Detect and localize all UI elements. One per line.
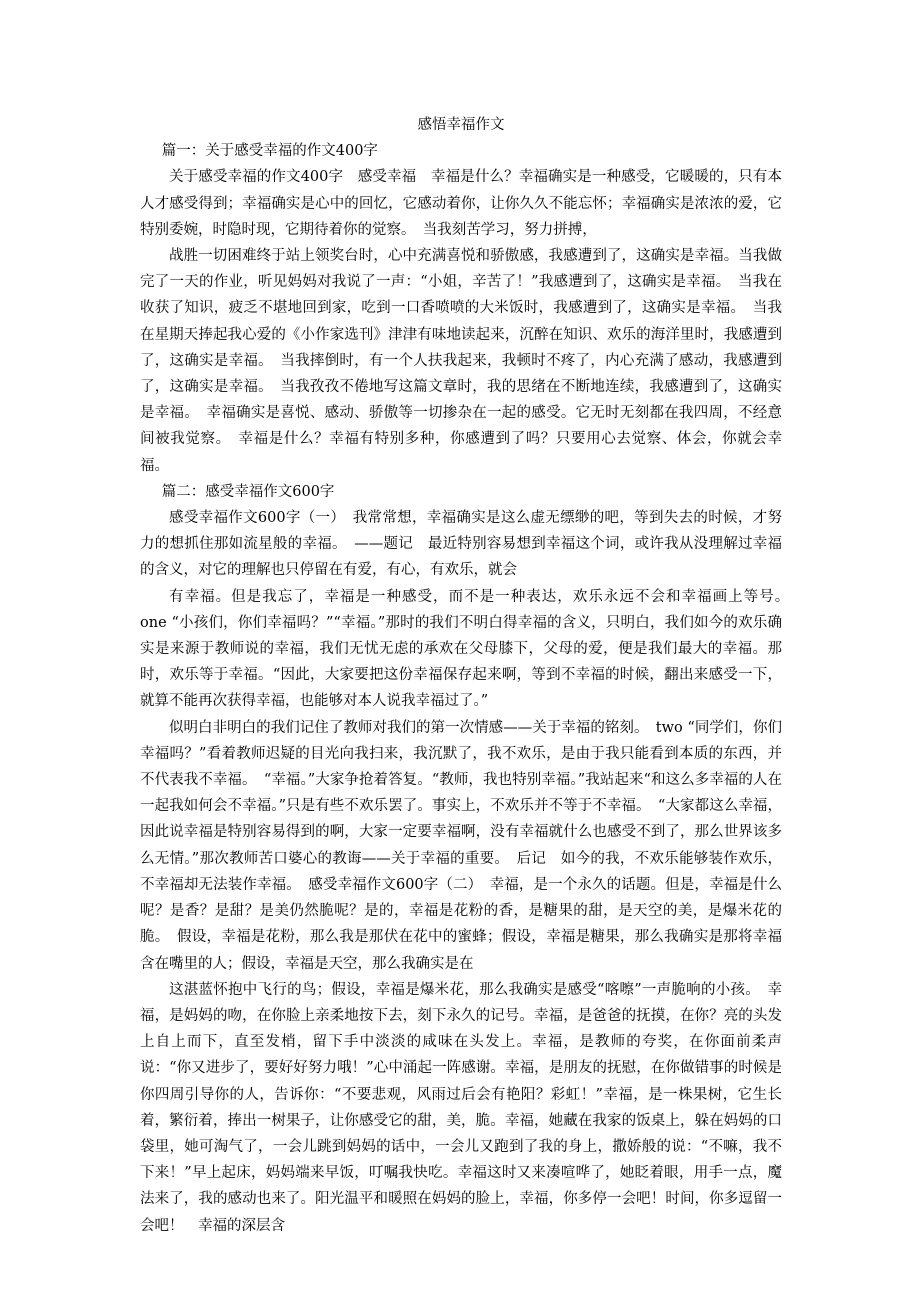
- paragraph: 关于感受幸福的作文400字 感受幸福 幸福是什么？幸福确实是一种感受，它暖暖的，只有本人才感受得到；幸福确实是心中的回忆，它感动着你，让你久久不能忘怀；幸福确实是浓浓的爱，它特别委婉，时隐时现，它期待着你的觉察。 当我刻苦学习，努力拼搏，: [140, 169, 782, 238]
- paragraph: 感受幸福作文600字（一） 我常常想，幸福确实是这么虚无缥缈的吧，等到失去的时候，才努力的想抓住那如流星般的幸福。 ——题记 最近特别容易想到幸福这个词，或许我从没理解过幸福的含义，对它的理解也只停留在有爱，有心，有欢乐，就会: [140, 510, 782, 579]
- paragraph: 战胜一切困难终于站上领奖台时，心中充满喜悦和骄傲感，我感遭到了，这确实是幸福。当我做完了一天的作业，听见妈妈对我说了一声：“小姐，辛苦了！”我感遭到了，这确实是幸福。 当我在收获了知识，疲乏不堪地回到家，吃到一口香喷喷的大米饭时，我感遭到了，这确实是幸福。 当我在星期天捧起我心爱的《小作家选刊》津津有味地读起来，沉醉在知识、欢乐的海洋里时，我感遭到了，这确实是幸福。 当我摔倒时，有一个人扶我起来，我顿时不疼了，内心充满了感动，我感遭到了，这确实是幸福。 当我孜孜不倦地写这篇文章时，我的思绪在不断地连续，我感遭到了，这确实是幸福。 幸福确实是喜悦、感动、骄傲等一切掺杂在一起的感受。它无时无刻都在我四周，不经意间被我觉察。 幸福是什么？幸福有特别多种，你感遭到了吗？只要用心去觉察、体会，你就会幸福。: [140, 248, 782, 474]
- paragraph: 似明白非明白的我们记住了教师对我们的第一次情感——关于幸福的铭刻。 two “同学们，你们幸福吗？”看着教师迟疑的目光向我扫来，我沉默了，我不欢乐，是由于我只能看到本质的东西，并不代表我不幸福。 “幸福。”大家争抢着答复。“教师，我也特别幸福。”我站起来“和这么多幸福的人在一起我如何会不幸福。”只是有些不欢乐罢了。事实上，不欢乐并不等于不幸福。 “大家都这么幸福，因此说幸福是特别容易得到的啊，大家一定要幸福啊，没有幸福就什么也感受不到了，那么世界该多么无情。”那次教师苦口婆心的教诲——关于幸福的重要。 后记 如今的我，不欢乐能够装作欢乐，不幸福却无法装作幸福。 感受幸福作文600字（二） 幸福，是一个永久的话题。但是，幸福是什么呢？是香？是甜？是美仍然脆呢？是的，幸福是花粉的香，是糖果的甜，是天空的美，是爆米花的脆。 假设，幸福是花粉，那么我是那伏在花中的蜜蜂；假设，幸福是糖果，那么我确实是那将幸福含在嘴里的人；假设，幸福是天空，那么我确实是在: [140, 719, 782, 972]
- document-page: [140, 112, 797, 1239]
- paragraph: 这湛蓝怀抱中飞行的鸟；假设，幸福是爆米花，那么我确实是感受“喀嚓”一声脆响的小孩。 幸福，是妈妈的吻，在你脸上亲柔地按下去，刻下永久的记号。幸福，是爸爸的抚摸，在你？亮的头发上自上而下，直至发梢，留下手中淡淡的咸味在头发上。幸福，是教师的夸奖，在你面前柔声说：“你又进步了，要好好努力哦！”心中涌起一阵感谢。幸福，是朋友的抚慰，在你做错事的时候是你四周引导你的人，告诉你：“不要悲观，风雨过后会有艳阳？彩虹！”幸福，是一株果树，它生长着，繁衍着，捧出一树果子，让你感受它的甜，美，脆。幸福，她藏在我家的饭桌上，躲在妈妈的口袋里，她可淘气了，一会儿跳到妈妈的话中，一会儿又跑到了我的身上，撒娇般的说：“不嘛，我不下来！”早上起床，妈妈端来早饭，叮嘱我快吃。幸福这时又来凑喧哗了，她眨着眼，用手一点，魔法来了，我的感动也来了。阳光温平和暖照在妈妈的脸上，幸福，你多停一会吧！时间，你多逗留一会吧！ 幸福的深层含: [140, 981, 782, 1234]
- section-heading-1: 篇一：关于感受幸福的作文400字: [161, 143, 378, 160]
- document-title: 感悟幸福作文: [417, 117, 505, 133]
- paragraph: 有幸福。但是我忘了，幸福是一种感受，而不是一种表达，欢乐永远不会和幸福画上等号。 one “小孩们，你们幸福吗？”“幸福。”那时的我们不明白得幸福的含义，只明白，我们如今的欢乐确实是来源于教师说的幸福，我们无忧无虑的承欢在父母膝下，父母的爱，便是我们最大的幸福。那时，欢乐等于幸福。“因此，大家要把这份幸福保存起来啊，等到不幸福的时候，翻出来感受一下，就算不能再次获得幸福，也能够对本人说我幸福过了。”: [140, 588, 797, 710]
- section-heading-2: 篇二：感受幸福作文600字: [161, 483, 335, 500]
